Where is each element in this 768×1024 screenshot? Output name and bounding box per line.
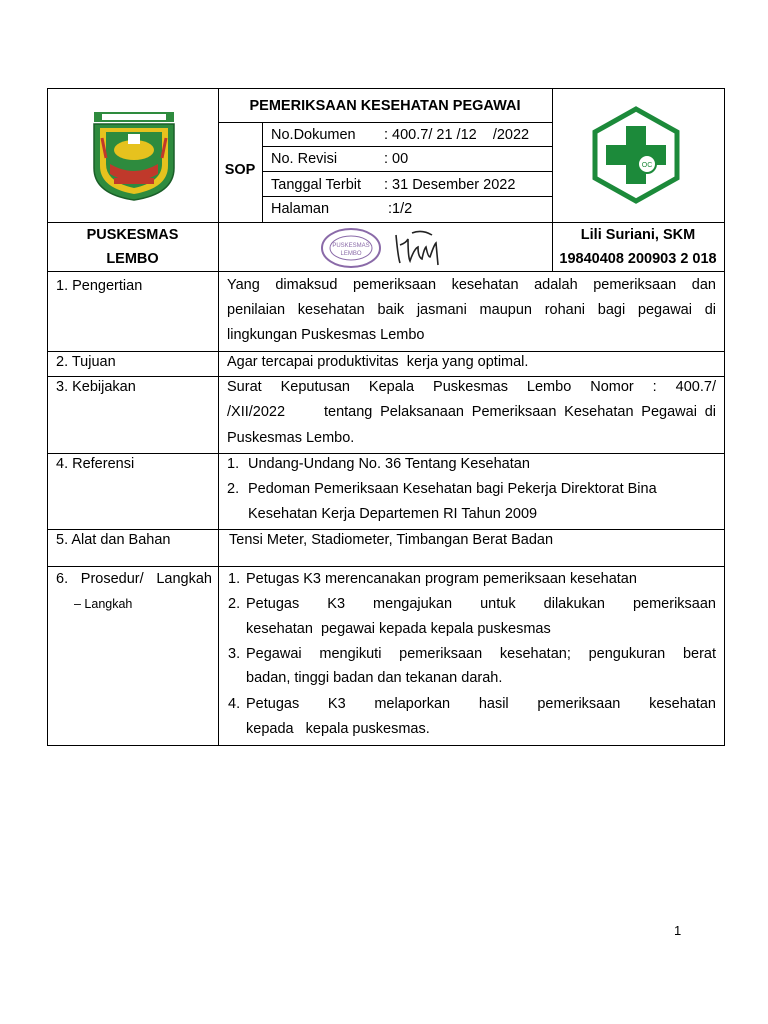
prosedur-item3-line1: Pegawai mengikuti pemeriksaan kesehatan; pengukuran berat (246, 646, 716, 662)
alat-bahan-text: Tensi Meter, Stadiometer, Timbangan Berat Badan (229, 532, 554, 548)
kebijakan-line2: /XII/2022 tentang Pelaksanaan Pemeriksaan Kesehatan Pegawai di (227, 404, 716, 420)
prosedur-item4-line1: Petugas K3 melaporkan hasil pemeriksaan kesehatan (246, 696, 716, 712)
prosedur-item2-line2: kesehatan pegawai kepada kepala puskesmas (246, 621, 551, 637)
row-label-pengertian: 1. Pengertian (56, 278, 143, 294)
kebijakan-line1: Surat Keputusan Kepala Puskesmas Lembo Nomor : 400.7/ (227, 379, 716, 395)
pengertian-line3: lingkungan Puskesmas Lembo (227, 327, 425, 343)
signer-nip: 19840408 200903 2 018 (559, 251, 717, 267)
field-value-no-dokumen: : 400.7/ 21 /12 /2022 (384, 127, 530, 143)
prosedur-item4-number: 4. (228, 696, 241, 712)
pengertian-line2: penilaian kesehatan baik jasmani maupun rohani bagi pegawai di (227, 302, 716, 318)
field-label-halaman: Halaman (271, 201, 330, 217)
prosedur-item1-text: Petugas K3 merencanakan program pemeriksaan kesehatan (246, 571, 637, 587)
field-label-no-dokumen: No.Dokumen (271, 127, 356, 143)
prosedur-item3-number: 3. (228, 646, 241, 662)
prosedur-item1-number: 1. (228, 571, 241, 587)
row-label-referensi: 4. Referensi (56, 456, 135, 472)
handwritten-signature (392, 227, 446, 269)
row-label-tujuan: 2. Tujuan (56, 354, 116, 370)
referensi-item1-text: Undang-Undang No. 36 Tentang Kesehatan (248, 456, 530, 472)
org-name-line1: PUSKESMAS (86, 227, 179, 243)
official-stamp (320, 227, 382, 269)
document-title: PEMERIKSAAN KESEHATAN PEGAWAI (249, 98, 521, 114)
svg-text:OC: OC (641, 162, 653, 169)
signer-name: Lili Suriani, SKM (580, 227, 696, 243)
row-label-prosedur-line2: – Langkah (74, 597, 133, 611)
field-label-tanggal-terbit: Tanggal Terbit (271, 177, 362, 193)
pengertian-line1: Yang dimaksud pemeriksaan kesehatan adalah pemeriksaan dan (227, 277, 716, 293)
referensi-item2-line1: Pedoman Pemeriksaan Kesehatan bagi Pekerja Direktorat Bina (248, 481, 657, 497)
referensi-item2-line2: Kesehatan Kerja Departemen RI Tahun 2009 (248, 506, 538, 522)
stamp-text-line1: PUSKESMAS (332, 243, 370, 249)
row-label-prosedur-line1: 6. Prosedur/ Langkah (56, 571, 212, 587)
prosedur-item2-number: 2. (228, 596, 241, 612)
tujuan-text: Agar tercapai produktivitas kerja yang optimal. (227, 354, 529, 370)
prosedur-item2-line1: Petugas K3 mengajukan untuk dilakukan pemeriksaan (246, 596, 716, 612)
regency-crest-logo (88, 108, 180, 202)
referensi-item2-number: 2. (227, 481, 240, 497)
row-label-alat-bahan: 5. Alat dan Bahan (56, 532, 171, 548)
field-value-tanggal-terbit: : 31 Desember 2022 (384, 177, 516, 193)
kebijakan-line3: Puskesmas Lembo. (227, 430, 355, 446)
field-value-no-revisi: : 00 (384, 151, 409, 167)
prosedur-item4-line2: kepada kepala puskesmas. (246, 721, 430, 737)
field-label-no-revisi: No. Revisi (271, 151, 338, 167)
puskesmas-logo (590, 106, 682, 204)
sop-label: SOP (224, 162, 256, 178)
referensi-item1-number: 1. (227, 456, 240, 472)
field-value-halaman: :1/2 (384, 201, 413, 217)
row-label-kebijakan: 3. Kebijakan (56, 379, 136, 395)
stamp-text-line2: LEMBO (340, 251, 362, 257)
org-name-line2: LEMBO (106, 251, 159, 267)
page-number: 1 (674, 923, 682, 938)
prosedur-item3-line2: badan, tinggi badan dan tekanan darah. (246, 670, 503, 686)
